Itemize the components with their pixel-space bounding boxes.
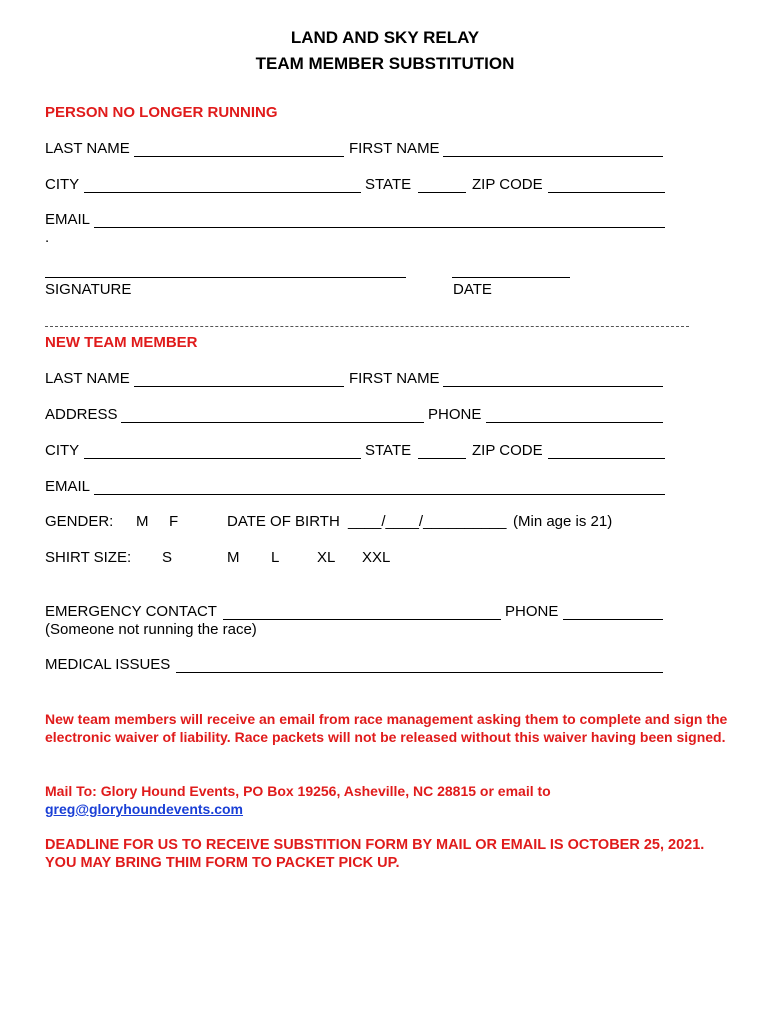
s1-zip-label: ZIP CODE xyxy=(472,176,543,193)
dob-field[interactable]: ____/____/__________ xyxy=(348,513,507,530)
s1-first-name-label: FIRST NAME xyxy=(349,140,440,157)
form-title: LAND AND SKY RELAY xyxy=(290,28,480,47)
shirt-size-xl[interactable]: XL xyxy=(317,549,336,566)
shirt-size-xxl[interactable]: XXL xyxy=(362,549,391,566)
s2-city-label: CITY xyxy=(45,442,80,459)
dob-label: DATE OF BIRTH xyxy=(227,513,340,530)
s2-first-name-label: FIRST NAME xyxy=(349,370,440,387)
s2-phone-field[interactable] xyxy=(486,422,663,423)
section-divider xyxy=(45,326,689,327)
min-age-note: (Min age is 21) xyxy=(513,513,613,530)
s1-state-label: STATE xyxy=(365,176,412,193)
shirt-size-s[interactable]: S xyxy=(162,549,173,566)
section1-heading: PERSON NO LONGER RUNNING xyxy=(45,104,278,121)
form-subtitle: TEAM MEMBER SUBSTITUTION xyxy=(255,54,515,73)
gender-option-m[interactable]: M xyxy=(136,513,149,530)
emergency-contact-field[interactable] xyxy=(223,619,501,620)
shirt-size-label: SHIRT SIZE: xyxy=(45,549,132,566)
medical-issues-label: MEDICAL ISSUES xyxy=(45,656,171,673)
s2-city-field[interactable] xyxy=(84,458,361,459)
date-field[interactable] xyxy=(452,277,570,278)
s1-email-field[interactable] xyxy=(94,227,665,228)
waiver-notice: New team members will receive an email from race management asking them to complete and sign the electronic waiver of liability. Race packets will not be released without this waiver having been signed. xyxy=(45,711,728,745)
s2-zip-field[interactable] xyxy=(548,458,665,459)
s2-email-label: EMAIL xyxy=(45,478,91,495)
s1-last-name-field[interactable] xyxy=(134,156,344,157)
shirt-size-m[interactable]: M xyxy=(227,549,240,566)
email-link[interactable]: greg@gloryhoundevents.com xyxy=(45,801,244,817)
emergency-contact-label: EMERGENCY CONTACT xyxy=(45,603,217,620)
s2-address-label: ADDRESS xyxy=(45,406,118,423)
s1-city-label: CITY xyxy=(45,176,80,193)
emergency-phone-label: PHONE xyxy=(505,603,559,620)
s1-last-name-label: LAST NAME xyxy=(45,140,130,157)
s1-zip-field[interactable] xyxy=(548,192,665,193)
s1-state-field[interactable] xyxy=(418,192,466,193)
s1-dot: . xyxy=(45,229,50,246)
s2-first-name-field[interactable] xyxy=(443,386,663,387)
shirt-size-l[interactable]: L xyxy=(271,549,280,566)
s1-city-field[interactable] xyxy=(84,192,361,193)
signature-field[interactable] xyxy=(45,277,406,278)
s1-first-name-field[interactable] xyxy=(443,156,663,157)
s2-state-label: STATE xyxy=(365,442,412,459)
s2-phone-label: PHONE xyxy=(428,406,482,423)
s2-email-field[interactable] xyxy=(94,494,665,495)
emergency-note: (Someone not running the race) xyxy=(45,621,257,638)
s2-address-field[interactable] xyxy=(121,422,424,423)
s2-last-name-field[interactable] xyxy=(134,386,344,387)
section2-heading: NEW TEAM MEMBER xyxy=(45,334,198,351)
deadline-notice: DEADLINE FOR US TO RECEIVE SUBSTITION FORM BY MAIL OR EMAIL IS OCTOBER 25, 2021. YOU MAY BRING THIM FORM TO PACKET PICK UP. xyxy=(45,837,705,871)
emergency-phone-field[interactable] xyxy=(563,619,663,620)
s2-zip-label: ZIP CODE xyxy=(472,442,543,459)
s2-last-name-label: LAST NAME xyxy=(45,370,130,387)
s1-email-label: EMAIL xyxy=(45,211,91,228)
signature-label: SIGNATURE xyxy=(45,281,132,298)
gender-label: GENDER: xyxy=(45,513,114,530)
mail-to-text: Mail To: Glory Hound Events, PO Box 19256, Asheville, NC 28815 or email to xyxy=(45,783,551,799)
gender-option-f[interactable]: F xyxy=(169,513,179,530)
s2-state-field[interactable] xyxy=(418,458,466,459)
mailing-notice xyxy=(45,782,735,818)
date-label: DATE xyxy=(453,281,492,298)
medical-issues-field[interactable] xyxy=(176,672,663,673)
